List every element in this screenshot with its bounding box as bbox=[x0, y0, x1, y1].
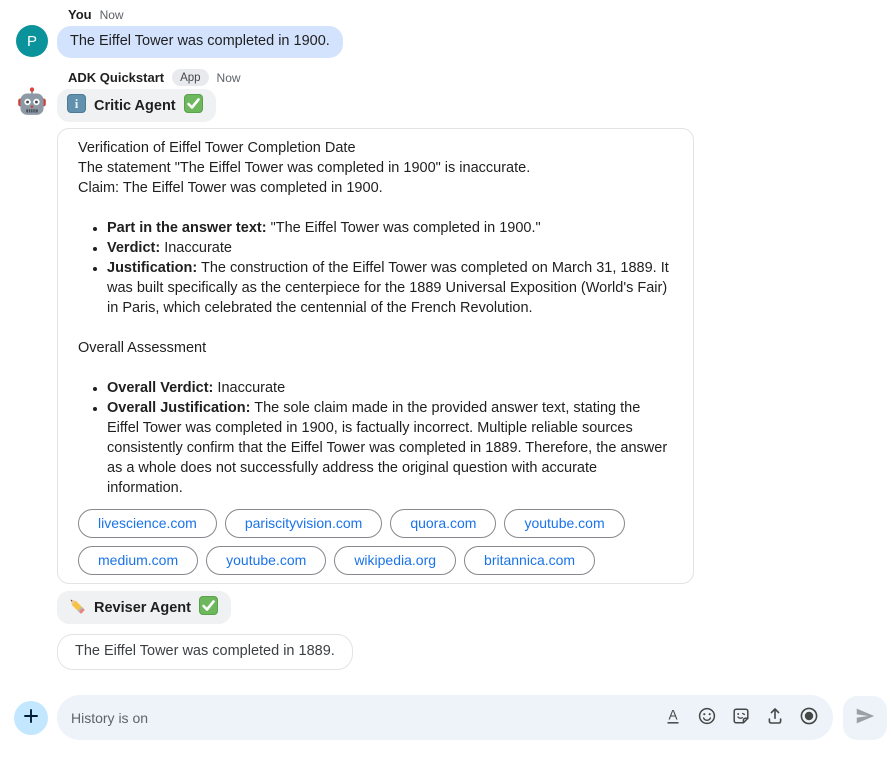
composer-icons bbox=[663, 708, 819, 728]
source-link[interactable]: britannica.com bbox=[464, 546, 595, 575]
revised-answer-bubble: The Eiffel Tower was completed in 1889. bbox=[57, 634, 353, 670]
message-list bbox=[0, 7, 891, 670]
send-icon bbox=[854, 705, 876, 730]
plus-icon bbox=[22, 707, 40, 728]
source-link[interactable]: youtube.com bbox=[504, 509, 624, 538]
sender-name: You bbox=[68, 7, 92, 22]
add-button[interactable] bbox=[14, 701, 48, 735]
reviser-agent-chip bbox=[57, 591, 231, 624]
app-message-group bbox=[0, 70, 891, 670]
sticker-button[interactable] bbox=[731, 708, 751, 728]
critic-agent-chip bbox=[57, 89, 216, 122]
card-statement: The statement "The Eiffel Tower was completed in 1900" is inaccurate. bbox=[78, 160, 531, 176]
source-link-list bbox=[78, 509, 673, 575]
overall-bullet-list bbox=[78, 378, 673, 498]
emoji-button[interactable] bbox=[697, 708, 717, 728]
format-text-icon bbox=[663, 706, 683, 729]
source-link[interactable]: quora.com bbox=[390, 509, 496, 538]
pencil-icon bbox=[67, 596, 86, 619]
source-link[interactable]: livescience.com bbox=[78, 509, 217, 538]
record-icon bbox=[799, 706, 819, 729]
check-mark-icon bbox=[184, 94, 203, 117]
bullet-overall-justification: • Overall Justification: The sole claim made in the provided answer text, stating the Eiffel Tower was completed in 1900, is factually incorrect. Multiple reliable sources consistently confirm that the Eiffel Tower was completed in 1889. Therefore, the answer as a whole does not successfully address the original question with accurate information. bbox=[107, 398, 673, 498]
bullet-justification: • Justification: The construction of the Eiffel Tower was completed on March 31, 1889. It was built specifically as the centerpiece for the 1889 Universal Exposition (World's Fair) in Paris, which celebrated the centennial of the French Revolution. bbox=[107, 258, 673, 318]
composer-bar bbox=[0, 695, 891, 740]
send-button[interactable] bbox=[843, 696, 887, 740]
bullet-overall-verdict: • Overall Verdict: Inaccurate bbox=[107, 378, 673, 398]
app-message-meta bbox=[68, 70, 891, 85]
robot-avatar[interactable] bbox=[16, 88, 48, 120]
upload-icon bbox=[765, 706, 785, 729]
agent-chip-label: Critic Agent bbox=[94, 97, 176, 114]
check-mark-icon bbox=[199, 596, 218, 619]
agent-chip-label: Reviser Agent bbox=[94, 599, 191, 616]
bullet-part-in-answer: • Part in the answer text: "The Eiffel Tower was completed in 1900." bbox=[107, 218, 673, 238]
source-link[interactable]: pariscityvision.com bbox=[225, 509, 382, 538]
verification-card bbox=[57, 128, 694, 584]
emoji-icon bbox=[697, 706, 717, 729]
source-link[interactable]: youtube.com bbox=[206, 546, 326, 575]
app-badge: App bbox=[172, 69, 208, 86]
user-message-bubble: The Eiffel Tower was completed in 1900. bbox=[57, 26, 343, 58]
format-text-button[interactable] bbox=[663, 708, 683, 728]
card-claim: Claim: The Eiffel Tower was completed in 1900. bbox=[78, 180, 383, 196]
overall-assessment-heading: Overall Assessment bbox=[78, 340, 207, 356]
card-title: Verification of Eiffel Tower Completion Date bbox=[78, 140, 356, 156]
sender-name: ADK Quickstart bbox=[68, 70, 165, 85]
source-link[interactable]: wikipedia.org bbox=[334, 546, 456, 575]
sticker-icon bbox=[731, 706, 751, 729]
source-link[interactable]: medium.com bbox=[78, 546, 198, 575]
message-input-container[interactable] bbox=[57, 695, 833, 740]
svg-text:i: i bbox=[74, 96, 79, 111]
user-message-meta bbox=[68, 7, 891, 22]
robot-icon bbox=[16, 86, 48, 123]
timestamp: Now bbox=[216, 70, 241, 85]
record-button[interactable] bbox=[799, 708, 819, 728]
bullet-verdict: • Verdict: Inaccurate bbox=[107, 238, 673, 258]
timestamp: Now bbox=[99, 7, 124, 22]
user-avatar[interactable]: P bbox=[16, 25, 48, 57]
info-icon bbox=[67, 94, 86, 117]
upload-button[interactable] bbox=[765, 708, 785, 728]
message-input[interactable] bbox=[71, 710, 663, 726]
claim-bullet-list bbox=[78, 218, 673, 318]
user-message-group bbox=[0, 7, 891, 58]
svg-text:A: A bbox=[668, 707, 678, 723]
